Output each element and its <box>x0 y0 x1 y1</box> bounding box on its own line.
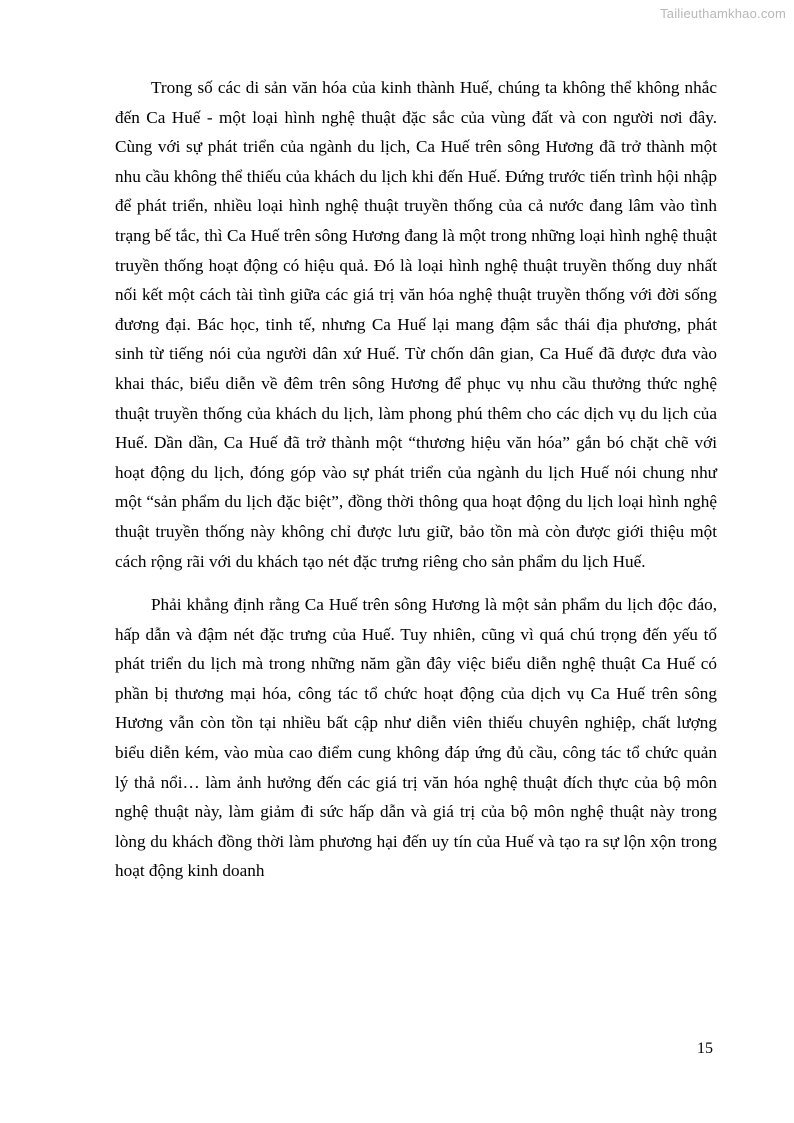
watermark: Tailieuthamkhao.com <box>660 6 786 21</box>
page-number: 15 <box>697 1040 713 1057</box>
document-body <box>115 73 717 886</box>
paragraph-2: Phải khẳng định rằng Ca Huế trên sông Hương là một sản phẩm du lịch độc đáo, hấp dẫn và đậm nét đặc trưng của Huế. Tuy nhiên, cũng vì quá chú trọng đến yếu tố phát triển du lịch mà trong những năm gần đây việc biểu diễn nghệ thuật Ca Huế có phần bị thương mại hóa, công tác tổ chức hoạt động của dịch vụ Ca Huế trên sông Hương vẫn còn tồn tại nhiều bất cập như diễn viên thiếu chuyên nghiệp, chất lượng biểu diễn kém, vào mùa cao điểm cung không đáp ứng đủ cầu, công tác tổ chức quản lý thả nổi… làm ảnh hưởng đến các giá trị văn hóa nghệ thuật đích thực của bộ môn nghệ thuật này, làm giảm đi sức hấp dẫn và giá trị của bộ môn nghệ thuật này trong lòng du khách đồng thời làm phương hại đến uy tín của Huế và tạo ra sự lộn xộn trong hoạt động kinh doanh <box>115 595 717 881</box>
paragraph-1: Trong số các di sản văn hóa của kinh thành Huế, chúng ta không thể không nhắc đến Ca Huế - một loại hình nghệ thuật đặc sắc của vùng đất và con người nơi đây. Cùng với sự phát triển của ngành du lịch, Ca Huế trên sông Hương đã trở thành một nhu cầu không thể thiếu của khách du lịch khi đến Huế. Đứng trước tiến trình hội nhập để phát triển, nhiều loại hình nghệ thuật truyền thống của cả nước đang lâm vào tình trạng bế tắc, thì Ca Huế trên sông Hương đang là một trong những loại hình nghệ thuật truyền thống hoạt động có hiệu quả. Đó là loại hình nghệ thuật truyền thống duy nhất nối kết một cách tài tình giữa các giá trị văn hóa nghệ thuật truyền thống với đời sống đương đại. Bác học, tinh tế, nhưng Ca Huế lại mang đậm sắc thái địa phương, phát sinh từ tiếng nói của người dân xứ Huế. Từ chốn dân gian, Ca Huế đã được đưa vào khai thác, biểu diễn về đêm trên sông Hương để phục vụ nhu cầu thưởng thức nghệ thuật truyền thống của khách du lịch, làm phong phú thêm cho các dịch vụ du lịch của Huế. Dần dần, Ca Huế đã trở thành một “thương hiệu văn hóa” gắn bó chặt chẽ với hoạt động du lịch, đóng góp vào sự phát triển của ngành du lịch Huế nói chung như một “sản phẩm du lịch đặc biệt”, đồng thời thông qua hoạt động du lịch loại hình nghệ thuật truyền thống này không chỉ được lưu giữ, bảo tồn mà còn được giới thiệu một cách rộng rãi với du khách tạo nét đặc trưng riêng cho sản phẩm du lịch Huế. <box>115 78 717 571</box>
